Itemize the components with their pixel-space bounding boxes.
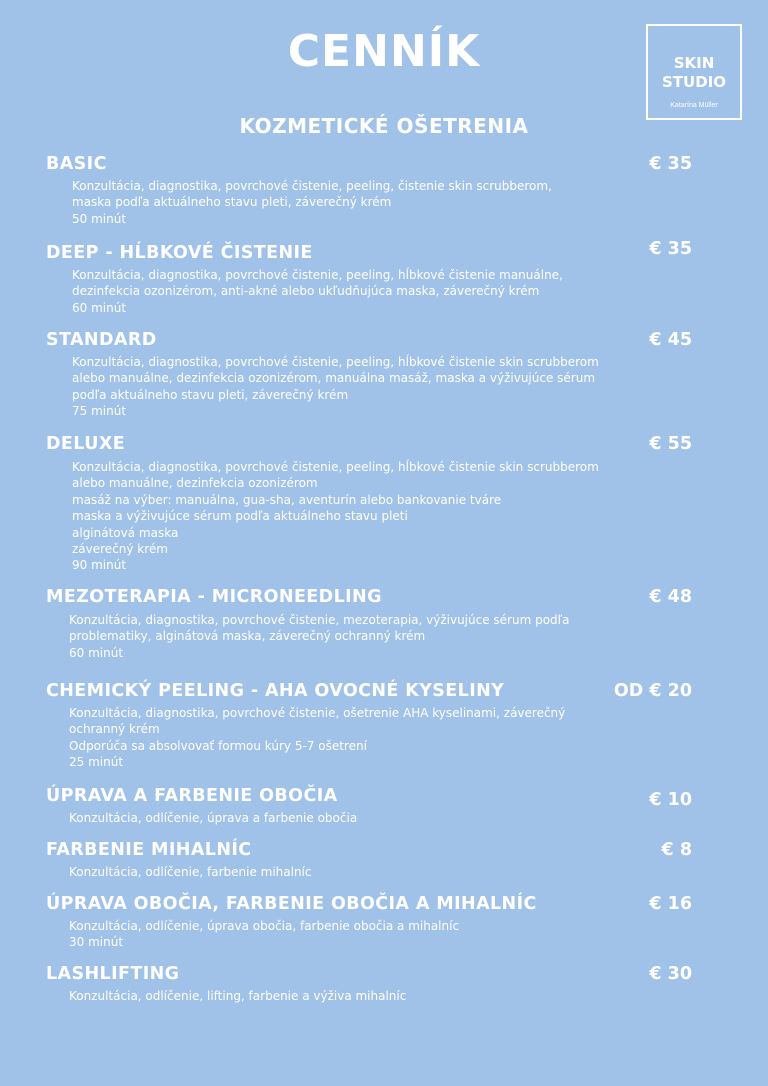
description-line: alebo manuálne, dezinfekcia ozonizérom [72,476,318,491]
treatment-description [69,612,629,661]
treatment-description [69,864,629,880]
page-title: CENNÍK [287,26,481,77]
treatment-name: LASHLIFTING [46,964,180,984]
description-line: Konzultácia, odlíčenie, farbenie mihalníc [69,865,312,879]
description-line: Konzultácia, diagnostika, povrchové čistenie, peeling, čistenie skin scrubberom, [72,179,552,193]
treatment-duration: 60 minút [69,645,124,660]
treatment-name: STANDARD [46,330,157,350]
treatment-price: € 30 [649,964,692,984]
treatment-price: € 48 [649,587,692,607]
treatment-description [72,267,632,316]
description-line: podľa aktuálneho stavu pleti, záverečný krém [72,387,349,402]
logo-line-1: SKIN [673,54,715,72]
description-line: Konzultácia, odlíčenie, úprava a farbenie obočia [69,811,358,825]
description-line: alginátová maska [72,525,179,540]
treatment-duration: 75 minút [72,404,127,419]
treatment-description [72,354,632,420]
treatment-description [72,459,632,574]
section-heading: KOZMETICKÉ OŠETRENIA [239,114,529,138]
description-line: alebo manuálne, dezinfekcia ozonizérom, manuálna masáž, maska a výživujúce sérum [72,371,596,386]
treatment-price: € 10 [649,790,692,810]
treatment-duration: 30 minút [69,935,124,950]
treatment-price: € 45 [649,330,692,350]
treatment-name: MEZOTERAPIA - MICRONEEDLING [46,587,382,607]
treatment-duration: 50 minút [72,211,127,226]
brand-logo [646,24,742,120]
treatment-duration: 25 minút [69,755,124,770]
treatment-description [69,988,629,1004]
treatment-description [69,705,629,771]
treatment-price: € 16 [649,894,692,914]
treatment-price: OD € 20 [613,681,692,701]
description-line: Odporúča sa absolvovať formou kúry 5-7 ošetrení [69,738,367,753]
treatment-name: DELUXE [46,434,126,454]
description-line: problematiky, alginátová maska, záverečný ochranný krém [69,629,426,644]
description-line: dezinfekcia ozonizérom, anti-akné alebo ukľudňujúca maska, záverečný krém [72,284,540,299]
treatment-price: € 35 [649,154,692,174]
description-line: Konzultácia, diagnostika, povrchové čistenie, mezoterapia, výživujúce sérum podľa [69,613,570,627]
treatment-price: € 8 [661,840,692,860]
description-line: Konzultácia, odlíčenie, úprava obočia, farbenie obočia a mihalníc [69,919,460,933]
description-line: záverečný krém [72,542,168,557]
treatment-description [69,918,629,951]
description-line: maska a výživujúce sérum podľa aktuálneho stavu pleti [72,509,408,524]
description-line: masáž na výber: manuálna, gua-sha, aventurín alebo bankovanie tváre [72,492,502,507]
description-line: ochranný krém [69,722,160,737]
treatment-description [69,810,629,826]
treatment-duration: 60 minút [72,300,127,315]
treatment-name: DEEP - HĹBKOVÉ ČISTENIE [46,243,313,263]
treatment-duration: 90 minút [72,558,127,573]
logo-line-2: STUDIO [662,73,726,91]
treatment-price: € 35 [649,239,692,259]
description-line: maska podľa aktuálneho stavu pleti, záverečný krém [72,195,392,210]
description-line: Konzultácia, diagnostika, povrchové čistenie, ošetrenie AHA kyselinami, záverečný [69,706,566,720]
treatment-price: € 55 [649,434,692,454]
description-line: Konzultácia, diagnostika, povrchové čistenie, peeling, hĺbkové čistenie skin scrubberom [72,355,599,369]
description-line: Konzultácia, diagnostika, povrchové čistenie, peeling, hĺbkové čistenie manuálne, [72,268,563,282]
treatment-description [72,178,632,227]
logo-owner: Katarína Müller [670,102,718,109]
treatment-name: ÚPRAVA A FARBENIE OBOČIA [46,786,338,806]
treatment-name: BASIC [46,154,107,174]
treatment-name: FARBENIE MIHALNÍC [46,840,252,860]
treatment-name: CHEMICKÝ PEELING - AHA OVOCNÉ KYSELINY [46,681,505,701]
description-line: Konzultácia, odlíčenie, lifting, farbenie a výživa mihalníc [69,989,407,1003]
treatment-name: ÚPRAVA OBOČIA, FARBENIE OBOČIA A MIHALNÍC [46,894,537,914]
description-line: Konzultácia, diagnostika, povrchové čistenie, peeling, hĺbkové čistenie skin scrubberom [72,460,599,474]
